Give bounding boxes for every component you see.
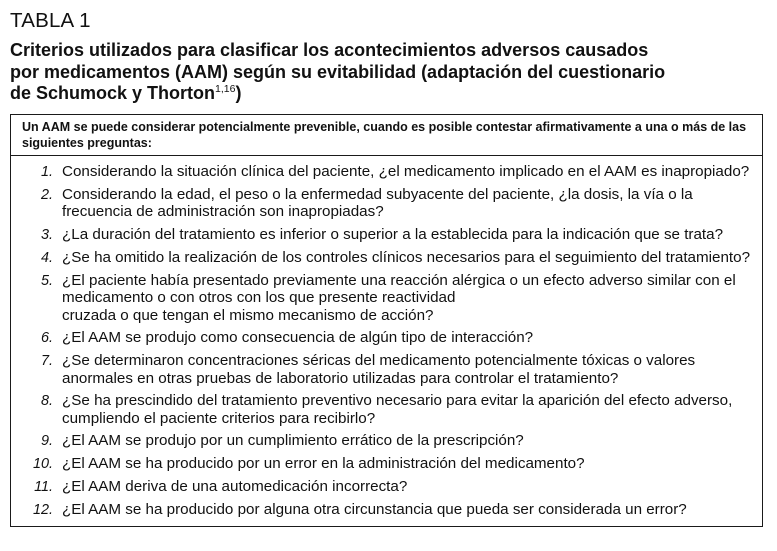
question-number: 11. — [34, 479, 53, 495]
question-text: ¿El AAM se ha producido por un error en la administración del medicamento? — [62, 455, 585, 472]
question-number: 6. — [40, 330, 53, 346]
question-item — [11, 327, 762, 350]
question-text: ¿El AAM se produjo por un cumplimiento errático de la prescripción? — [62, 432, 524, 449]
question-item — [11, 184, 762, 224]
question-number: 9. — [40, 433, 53, 449]
question-item — [11, 499, 762, 522]
caption-reference: 1,16 — [215, 83, 236, 95]
table-document — [10, 9, 767, 527]
question-number: 5. — [40, 272, 53, 289]
question-text: ¿Se determinaron concentraciones séricas del medicamento potencialmente tóxicas o valores anormales en otras pruebas de laboratorio utilizadas para controlar el tratamiento? — [62, 352, 696, 387]
question-text: Considerando la edad, el peso o la enfermedad subyacente del paciente, ¿la dosis, la vía o la frecuencia de administración son inapropiadas? — [62, 185, 693, 220]
question-list — [11, 156, 762, 527]
caption-closing: ) — [235, 83, 242, 103]
question-item — [11, 430, 762, 453]
question-text: ¿El paciente había presentado previamente una reacción alérgica o un efecto adverso similar con el medicamento o con otros con los que presente reactividad cruzada o que tengan el mismo mecanismo de acción? — [62, 271, 736, 324]
question-text: ¿Se ha prescindido del tratamiento preventivo necesario para evitar la aparición del efecto adverso, cumpliendo el paciente criterios para recibirlo? — [62, 392, 733, 427]
question-number: 12. — [32, 502, 53, 518]
question-text: ¿El AAM se ha producido por alguna otra circunstancia que pueda ser considerada un error? — [62, 501, 687, 518]
question-number: 4. — [40, 249, 53, 266]
question-item — [11, 270, 762, 328]
caption-text: Criterios utilizados para clasificar los acontecimientos adversos causados por medicamentos (AAM) según su evitabilidad (adaptación del cuestionario de Schumock y Thorton — [10, 40, 666, 103]
question-item — [11, 453, 762, 476]
question-item — [11, 476, 762, 499]
question-number: 8. — [40, 393, 53, 409]
question-number: 3. — [40, 226, 53, 243]
question-item — [11, 224, 762, 247]
criteria-header: Un AAM se puede considerar potencialmente prevenible, cuando es posible contestar afirmativamente a una o más de las siguientes preguntas: — [11, 115, 762, 156]
question-item — [11, 161, 762, 184]
question-number: 7. — [40, 353, 53, 369]
question-text: Considerando la situación clínica del paciente, ¿el medicamento implicado en el AAM es inapropiado? — [62, 162, 750, 180]
question-item — [11, 390, 762, 430]
criteria-box — [10, 114, 763, 528]
question-number: 10. — [32, 456, 53, 472]
question-item — [11, 247, 762, 270]
table-label: TABLA 1 — [10, 9, 91, 32]
question-text: ¿El AAM deriva de una automedicación incorrecta? — [62, 478, 408, 495]
question-text: ¿Se ha omitido la realización de los controles clínicos necesarios para el seguimiento del tratamiento? — [62, 248, 751, 266]
table-caption — [10, 40, 767, 105]
question-text: ¿La duración del tratamiento es inferior o superior a la establecida para la indicación que se trata? — [62, 225, 724, 243]
question-number: 2. — [40, 186, 53, 203]
question-item — [11, 350, 762, 390]
question-text: ¿El AAM se produjo como consecuencia de algún tipo de interacción? — [62, 329, 534, 346]
question-number: 1. — [40, 163, 53, 180]
